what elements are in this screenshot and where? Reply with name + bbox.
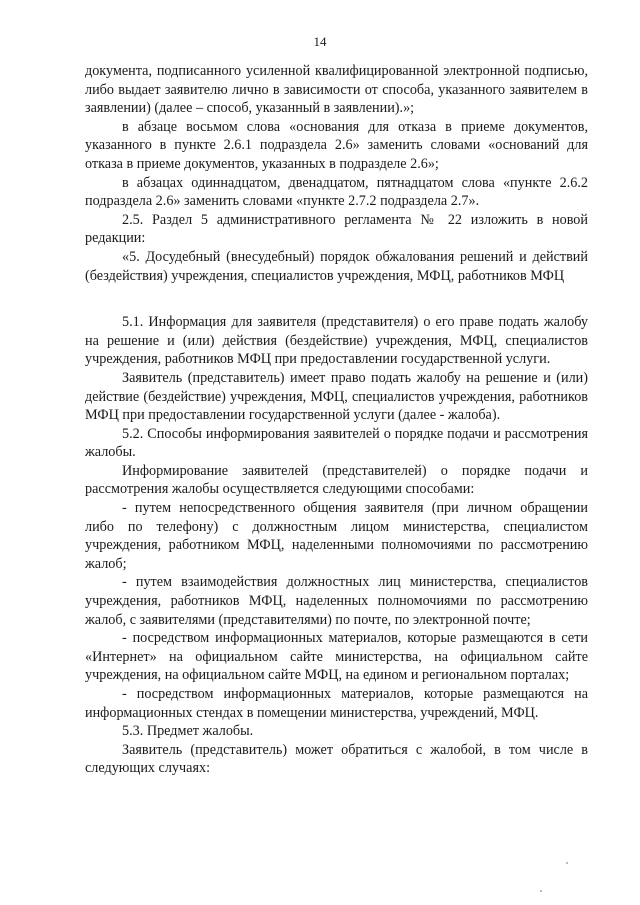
paragraph: в абзаце восьмом слова «основания для отказа в приеме документов, указанного в пункте 2.6.1 подраздела 2.6» заменить словами «оснований для отказа в приеме документов, указанных в подразделе 2.6»; (85, 118, 588, 172)
paragraph: - посредством информационных материалов, которые размещаются на информационных стендах в помещении министерства, учреждений, МФЦ. (85, 686, 588, 721)
document-body (85, 62, 588, 778)
scan-speck (566, 862, 568, 864)
paragraph: «5. Досудебный (внесудебный) порядок обжалования решений и действий (бездействия) учреждения, специалистов учреждения, МФЦ, работников МФЦ (85, 248, 588, 284)
paragraph: Заявитель (представитель) имеет право подать жалобу на решение и (или) действие (бездействие) учреждения, МФЦ, специалистов учреждения, работников МФЦ при предоставлении государственной услуги (далее - жалоба). (85, 369, 588, 424)
paragraph: 2.5. Раздел 5 административного регламента № 22 изложить в новой редакции: (85, 211, 588, 247)
paragraph: - путем взаимодействия должностных лиц министерства, специалистов учреждения, работников МФЦ, наделенных полномочиями по рассмотрению жалоб, с заявителями (представителями) по почте, по электронной почте; (85, 574, 588, 628)
paragraph: в абзацах одиннадцатом, двенадцатом, пятнадцатом слова «пункте 2.6.2 подраздела 2.6» заменить словами «пункте 2.7.2 подраздела 2.7». (85, 174, 588, 210)
paragraph: 5.2. Способы информирования заявителей о порядке подачи и рассмотрения жалобы. (85, 425, 588, 461)
page-number: 14 (313, 34, 327, 49)
paragraph: Информирование заявителей (представителей) о порядке подачи и рассмотрения жалобы осуществляется следующими способами: (85, 462, 588, 498)
paragraph-gap (85, 285, 588, 313)
paragraph: 5.3. Предмет жалобы. (122, 723, 254, 740)
paragraph: - путем непосредственного общения заявителя (при личном обращении либо по телефону) с должностным лицом министерства, специалистом учреждения, работником МФЦ, наделенными полномочиями по рассмотрению жалоб; (85, 500, 588, 572)
paragraph: документа, подписанного усиленной квалифицированной электронной подписью, либо выдает заявителю лично в зависимости от способа, указанного заявителем в заявлении) (далее – способ, указанный в заявлении).»; (85, 63, 588, 117)
paragraph: 5.1. Информация для заявителя (представителя) о его праве подать жалобу на решение и (или) действия (бездействие) учреждения, МФЦ, специалистов учреждения, работников МФЦ при предоставлении государственной услуги. (85, 314, 588, 368)
paragraph: Заявитель (представитель) может обратиться с жалобой, в том числе в следующих случаях: (85, 741, 588, 777)
paragraph: - посредством информационных материалов, которые размещаются в сети «Интернет» на официальном сайте министерства, на официальном сайте учреждения, на официальном сайте МФЦ, на едином и региональном порталах; (85, 630, 588, 684)
scan-speck (540, 890, 542, 892)
